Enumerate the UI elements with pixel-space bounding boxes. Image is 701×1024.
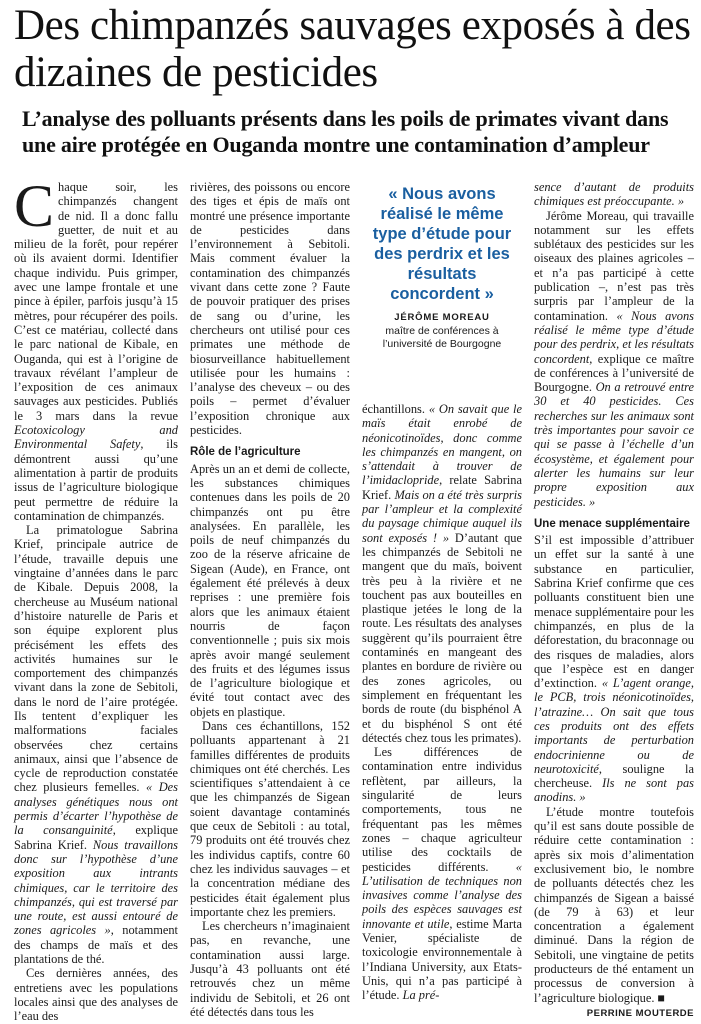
paragraph: Jérôme Moreau, qui travaille notamment sur les effets sublétaux des pesticides sur les oiseaux des plaines agricoles – et n’a pas participé à cette publication –, n’est pas très surpris par l’ampleur de la contamination. « Nous avons réalisé le même type d’étude pour des perdrix, et les résultats concordent, explique ce maître de conférences à l’université de Bourgogne. On a retrouvé entre 30 et 40 pesticides. Ces recherches sur les animaux sont très importantes pour savoir ce qui se passe à l’échelle d’un écosystème, et également pour alerter les humains sur leur propre exposition aux pesticides. » — [534, 208, 694, 509]
column-2 — [190, 180, 350, 1019]
paragraph: Dans ces échantillons, 152 polluants appartenant à 21 familles différentes de produits chimiques ont été cherchés. Les scientifiques s’attendaient à ce que les chimpanzés de Sigean soient davantage contaminés que ceux de Sebitoli : au total, 79 produits ont été trouvés chez les individus captifs, contre 60 chez les individus sauvages – et la concentration médiane des pesticides était également plus importante chez les premiers. — [190, 718, 350, 919]
byline: PERRINE MOUTERDE — [586, 1007, 694, 1019]
dropcap: C — [14, 173, 55, 239]
subheading: Une menace supplémentaire — [534, 517, 690, 530]
paragraph: Après un an et demi de collecte, les substances chimiques contenues dans les poils de 20 chimpanzés ont pu être analysées. En parallèle, les poils de neuf chimpanzés du zoo de la réserve africaine de Sigean (Aude), en France, ont également été prélevés à deux reprises : une première fois alors que les animaux étaient nourris de façon conventionnelle ; puis six mois après avoir mangé seulement des fruits et des légumes issus de l’agriculture biologique et évité tout contact avec des objets en plastique. — [190, 461, 350, 719]
subheading: Rôle de l’agriculture — [190, 446, 301, 459]
pull-quote-author: JÉRÔME MOREAU — [394, 312, 490, 323]
paragraph: L’étude montre toutefois qu’il est sans doute possible de réduire cette contamination : après six mois d’alimentation exclusivement bio, le nombre de polluants détectés chez les chimpanzés de Sigean a baissé (de 79 à 63) et leur concentration a également diminué. Dans la région de Sebitoli, une vingtaine de petits producteurs de thé entament un processus de conversion à l’agriculture biologique. ■ — [534, 804, 694, 1005]
column-3 — [362, 402, 522, 1003]
paragraph: S’il est impossible d’attribuer un effet sur la santé à une substance en particulier, Sabrina Krief confirme que ces polluants constituent bien une menace supplémentaire pour les chimpanzés, en plus de la déforestation, du braconnage ou des risques de maladies, alors que l’espèce est en danger d’extinction. « L’agent orange, le PCB, trois néonicotinoïdes, l’atrazine… On sait que tous ces produits ont des effets importants de perturbation endocrinienne ou de neurotoxicité, souligne la chercheuse. Ils ne sont pas anodins. » — [534, 533, 694, 805]
paragraph: Les différences de contamination entre individus reflètent, par ailleurs, la singularité de leurs comportements, tous ne fréquentant pas les mêmes zones – chaque agriculteur utilise des cocktails de pesticides différents. « L’utilisation de techniques non invasives comme l’analyse des poils des espèces sauvages est innovante et utile, estime Marta Venier, spécialiste de toxicologie environnementale à l’Indiana University, aux Etats-Unis, qui n’a pas participé à l’étude. La pré- — [362, 745, 522, 1003]
column-4 — [534, 180, 694, 1019]
column-1 — [14, 173, 178, 1024]
standfirst: L’analyse des polluants présents dans les poils de primates vivant dans une aire protégée en Ouganda montre une contamination d’ampleur — [22, 106, 669, 157]
paragraph: Chaque soir, les chimpanzés changent de nid. Il a donc fallu guetter, de nuit et au milieu de la forêt, pour repérer où ils avaient dormi. Identifier chaque individu. Puis grimper, avec une lampe frontale et une pince à épiler, parfois jusqu’à 15 mètres, pour récupérer des poils. C’est ce matériau, collecté dans le parc national de Kibale, en Ouganda, qui est à l’origine de travaux révélant l’ampleur de l’exposition de ces animaux sauvages aux pesticides. Publiés le 3 mars dans la revue Ecotoxicology and Environmental Safety, ils démontrent aussi qu’une alimentation à partir de produits issus de l’agriculture biologique peut permettre de réduire la contamination de chimpanzés. — [14, 173, 178, 523]
pull-quote-role: maître de conférences à l’université de Bourgogne — [382, 325, 502, 350]
pull-quote-text: « Nous avons réalisé le même type d’étude pour des perdrix et les résultats concordent » — [372, 185, 512, 303]
headline: Des chimpanzés sauvages exposés à des dizaines de pesticides — [14, 2, 691, 96]
paragraph: La primatologue Sabrina Krief, principale autrice de l’étude, travaille depuis une vingtaine d’années dans le parc de Kibale. Depuis 2008, la chercheuse au Muséum national d’histoire naturelle de Paris et son équipe explorent plus précisément les effets des activités humaines sur le comportement des chimpanzés vivant dans la zone de Sebitoli, dans le nord de l’aire protégée. Ils tentent d’expliquer les malformations faciales observées chez certains animaux, ainsi que l’absence de cycle de reproduction constatée chez plusieurs femelles. « Des analyses génétiques nous ont permis d’écarter l’hypothèse de la consanguinité, explique Sabrina Krief. Nous travaillons donc sur l’hypothèse d’une exposition aux intrants chimiques, car le territoire des chimpanzés, qui est traversé par une route, est aussi entouré de zones agricoles », notamment des champs de maïs et des plantations de thé. — [14, 523, 178, 967]
paragraph: sence d’autant de produits chimiques est préoccupante. » — [534, 180, 694, 209]
pull-quote — [362, 180, 522, 396]
paragraph: Ces dernières années, des entretiens avec les populations locales ainsi que des analyses de l’eau des — [14, 966, 178, 1024]
paragraph: Les chercheurs n’imaginaient pas, en revanche, une contamination aussi large. Jusqu’à 43 polluants ont été retrouvés chez un même individu de Sebitoli, et 26 ont été détectés dans tous les — [190, 919, 350, 1019]
paragraph: échantillons. « On savait que le maïs était enrobé de néonicotinoïdes, donc comme les chimpanzés en mangent, on s’attendait à trouver de l’imidaclopride, relate Sabrina Krief. Mais on a été très surpris par l’ampleur et la complexité du paysage chimique auquel ils sont exposés ! » D’autant que les chimpanzés de Sebitoli ne mangent que du maïs, boivent très peu à la rivière et ne touchent pas aux bouteilles en plastique jetées le long de la route. Les résultats des analyses suggèrent qu’ils pourraient être contaminés en mangeant des plantes en bordure de rivière ou des zones agricoles, ou simplement en fréquentant les bords de route (du bisphénol A et du bisphénol S ont été détectés chez tous les primates). — [362, 402, 522, 745]
paragraph: rivières, des poissons ou encore des tiges et épis de maïs ont montré une présence importante de pesticides dans l’environnement à Sebitoli. Mais comment évaluer la contamination des chimpanzés vivant dans cette zone ? Faute de pouvoir pratiquer des prises de sang ou d’urine, les chercheurs ont utilisé pour ces primates une méthode de biosurveillance habituellement utilisée pour les humains : l’analyse des cheveux – ou des poils – permet d’évaluer l’exposition chronique aux pesticides. — [190, 180, 350, 438]
